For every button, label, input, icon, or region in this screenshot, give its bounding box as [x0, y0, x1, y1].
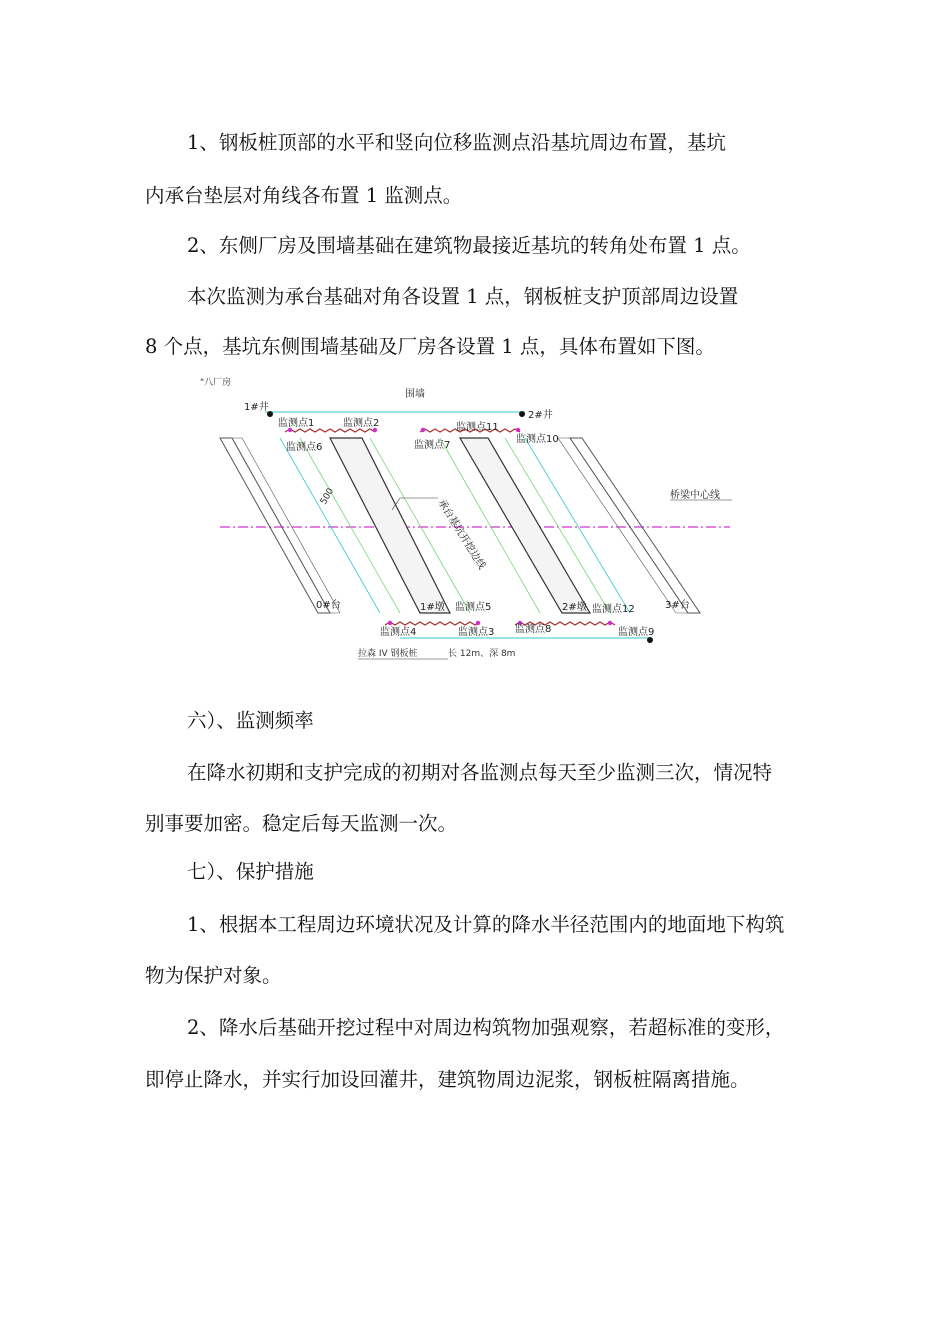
label-excavation-line: 承台基坑开挖边线 [435, 497, 488, 572]
paragraph-line: 本次监测为承台基础对角各设置 1 点，钢板桩支护顶部周边设置 [187, 285, 739, 308]
label-point-5: 监测点5 [455, 602, 492, 613]
paragraph-line: 8 个点，基坑东侧围墙基础及厂房各设置 1 点，具体布置如下图。 [145, 335, 715, 358]
label-pier-2: 2#墩 [562, 602, 587, 613]
paragraph-line: 2、东侧厂房及围墙基础在建筑物最接近基坑的转角处布置 1 点。 [187, 234, 751, 257]
paragraph-line: 物为保护对象。 [145, 964, 282, 987]
paragraph-line: 内承台垫层对角线各布置 1 监测点。 [145, 184, 463, 207]
label-centerline: 桥梁中心线 [670, 490, 720, 501]
label-abutment-3: 3#台 [665, 600, 690, 611]
label-point-8: 监测点8 [515, 624, 552, 635]
label-point-7: 监测点7 [414, 440, 451, 451]
label-point-11: 监测点11 [456, 422, 499, 433]
label-factory: "八厂房 [200, 378, 232, 388]
label-point-6: 监测点6 [286, 442, 323, 453]
paragraph-line: 别事要加密。稳定后每天监测一次。 [145, 812, 458, 835]
label-point-10: 监测点10 [516, 434, 559, 445]
paragraph-line: 即停止降水，并实行加设回灌井，建筑物周边泥浆，钢板桩隔离措施。 [145, 1068, 750, 1091]
paragraph-line: 在降水初期和支护完成的初期对各监测点每天至少监测三次，情况特 [187, 761, 773, 784]
label-point-3: 监测点3 [458, 627, 495, 638]
label-point-9: 监测点9 [618, 627, 655, 638]
paragraph-line: 1、根据本工程周边环境状况及计算的降水半径范围内的地面地下构筑 [187, 913, 785, 936]
section-heading: 六）、监测频率 [187, 709, 314, 732]
label-dimension: 500 [318, 486, 337, 507]
caption-sheet-pile-type: 拉森 IV 钢板桩 [358, 649, 418, 659]
label-pier-1: 1#墩 [420, 602, 445, 613]
label-point-1: 监测点1 [278, 418, 315, 429]
caption-sheet-pile-size: 长 12m、深 8m [448, 649, 516, 659]
label-point-4: 监测点4 [380, 627, 417, 638]
label-wall: 围墙 [405, 389, 425, 400]
paragraph-line: 2、降水后基础开挖过程中对周边构筑物加强观察，若超标准的变形， [187, 1016, 785, 1039]
label-point-12: 监测点12 [592, 604, 635, 615]
paragraph-line: 1、钢板桩顶部的水平和竖向位移监测点沿基坑周边布置，基坑 [187, 131, 726, 154]
monitoring-layout-diagram [170, 370, 770, 670]
label-well-2: 2#井 [528, 410, 553, 421]
section-heading: 七）、保护措施 [187, 860, 314, 883]
label-well-1: 1#井 [244, 402, 269, 413]
label-point-2: 监测点2 [343, 418, 380, 429]
label-abutment-0: 0#台 [316, 600, 341, 611]
